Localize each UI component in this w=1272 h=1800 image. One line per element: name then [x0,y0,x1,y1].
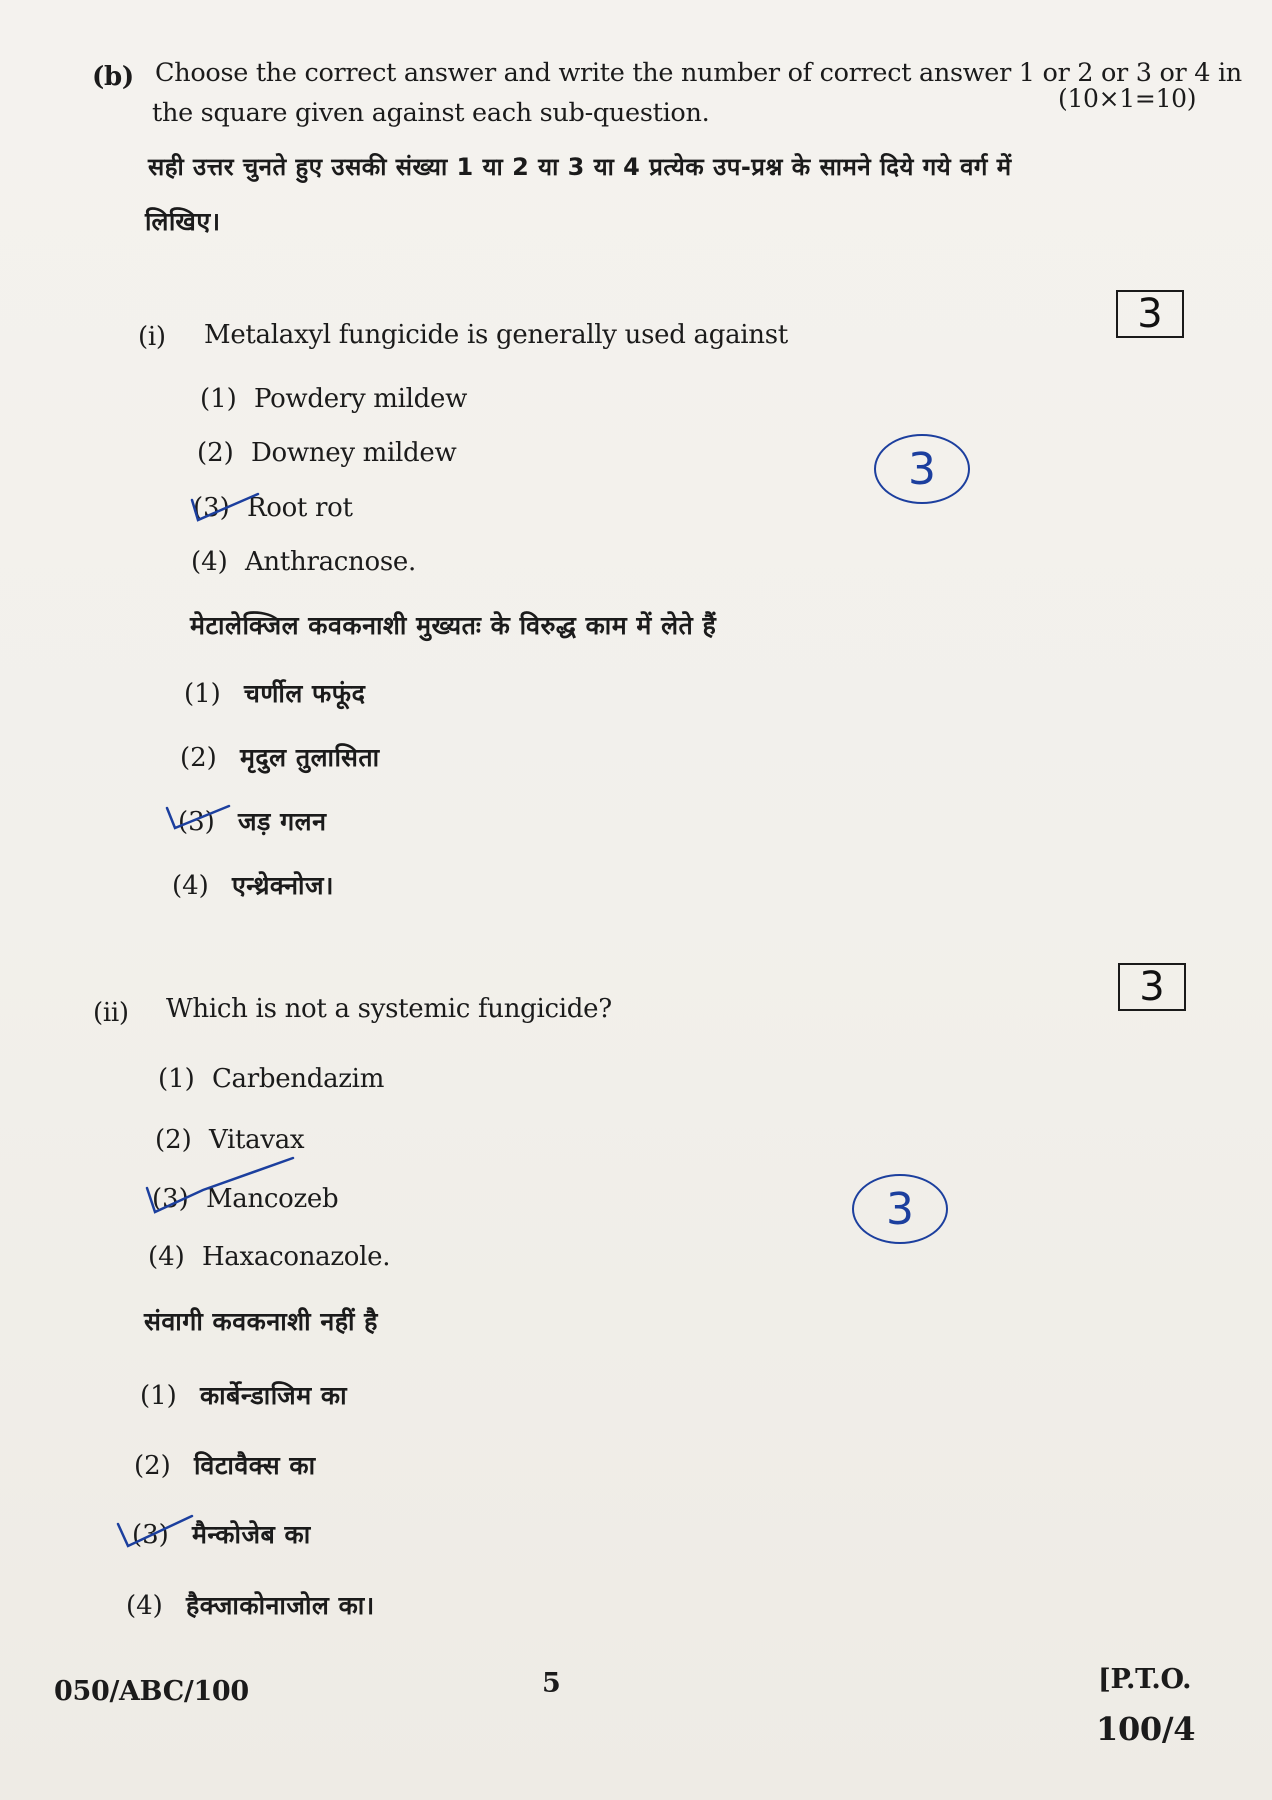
part-label: (b) [92,62,134,92]
q2-option-hi-4-text: हैक्जाकोनाजोल का। [185,1591,375,1620]
q2-option-en-4-text: Haxaconazole. [201,1242,391,1272]
q2-option-hi-4 [126,1588,375,1622]
q1-option-en-1 [200,384,467,414]
pto-marker: [P.T.O. [1098,1664,1192,1695]
tick-mark-q2-en [143,1154,323,1218]
q2-option-hi-2 [134,1448,316,1482]
q2-option-en-4-num: (4) [148,1242,185,1272]
page-number: 5 [542,1668,561,1699]
instruction-en-line1: Choose the correct answer and write the number of correct answer 1 or 2 or 3 or 4 in [155,58,1242,88]
q2-option-hi-2-text: विटावैक्स का [193,1451,316,1480]
q1-option-hi-1-num: (1) [184,679,221,709]
q1-option-hi-3-num: (3) [178,807,215,837]
q2-option-en-2 [155,1125,304,1155]
q1-option-hi-2-num: (2) [180,743,217,773]
q2-option-en-3-num: (3) [152,1184,189,1214]
question-1-text-en: Metalaxyl fungicide is generally used against [204,320,788,350]
q2-option-en-2-num: (2) [155,1125,192,1155]
q2-option-hi-1 [140,1378,347,1412]
evaluator-mark-q1-value: 3 [908,443,936,495]
q1-option-en-4-text: Anthracnose. [244,547,416,577]
q1-option-hi-1 [184,676,365,710]
tick-mark-q2-hi [114,1512,204,1552]
instruction-hi-line1: सही उत्तर चुनते हुए उसकी संख्या 1 या 2 या 3 या 4 प्रत्येक उप-प्रश्न के सामने दिये गये वर्ग में [148,153,1012,181]
q1-option-en-2 [197,438,456,468]
q2-option-hi-3-text: मैन्कोजेब का [191,1520,311,1549]
q1-option-en-4 [191,547,416,577]
answer-box-q2-value: 3 [1139,964,1165,1010]
tick-mark-q1-en [188,490,268,526]
question-1-text-hi: मेटालेक्जिल कवकनाशी मुख्यतः के विरुद्ध काम में लेते हैं [190,611,717,640]
evaluator-mark-q2 [852,1174,948,1244]
answer-box-q2 [1118,963,1186,1011]
q1-option-hi-2 [180,740,380,774]
question-2-text-hi: संवागी कवकनाशी नहीं है [144,1307,378,1336]
q2-option-hi-2-num: (2) [134,1451,171,1481]
q2-option-hi-3-num: (3) [132,1520,169,1550]
q1-option-en-1-text: Powdery mildew [253,384,468,414]
question-2-label: (ii) [93,998,129,1028]
q1-option-en-2-num: (2) [197,438,234,468]
q1-option-hi-4 [172,868,334,902]
q2-option-en-1-num: (1) [158,1064,195,1094]
q1-option-en-3-num: (3) [193,493,230,523]
answer-box-q1-value: 3 [1137,291,1163,337]
instruction-hi-line2: लिखिए। [145,207,221,236]
q2-option-hi-4-num: (4) [126,1591,163,1621]
q2-option-en-1-text: Carbendazim [211,1064,385,1094]
evaluator-mark-q2-value: 3 [886,1183,914,1235]
total-marks-code: 100/4 [1096,1710,1196,1748]
answer-box-q1 [1116,290,1184,338]
q2-option-en-1 [158,1064,384,1094]
q1-option-hi-4-text: एन्थ्रेक्नोज। [231,871,334,900]
q1-option-hi-1-text: चर्णील फफूंद [243,679,366,708]
q2-option-hi-1-num: (1) [140,1381,177,1411]
q1-option-en-2-text: Downey mildew [250,438,457,468]
evaluator-mark-q1 [874,434,970,504]
question-2-text-en: Which is not a systemic fungicide? [166,994,612,1024]
instruction-en-line2: the square given against each sub-question. [152,98,710,128]
q1-option-hi-2-text: मृदुल तुलासिता [239,743,380,772]
paper-code: 050/ABC/100 [54,1676,249,1707]
q1-option-en-1-num: (1) [200,384,237,414]
q2-option-en-4 [148,1242,390,1272]
q1-option-hi-3-text: जड़ गलन [237,807,327,836]
q2-option-en-3-text: Mancozeb [205,1184,339,1214]
question-1-label: (i) [138,322,166,352]
q1-option-en-3-text: Root rot [246,493,353,523]
q1-option-hi-4-num: (4) [172,871,209,901]
q2-option-en-2-text: Vitavax [208,1125,305,1155]
q2-option-hi-1-text: कार्बेन्डाजिम का [199,1381,348,1410]
marks-allocation: (10×1=10) [1058,84,1197,113]
tick-mark-q1-hi [163,802,243,838]
q1-option-en-4-num: (4) [191,547,228,577]
